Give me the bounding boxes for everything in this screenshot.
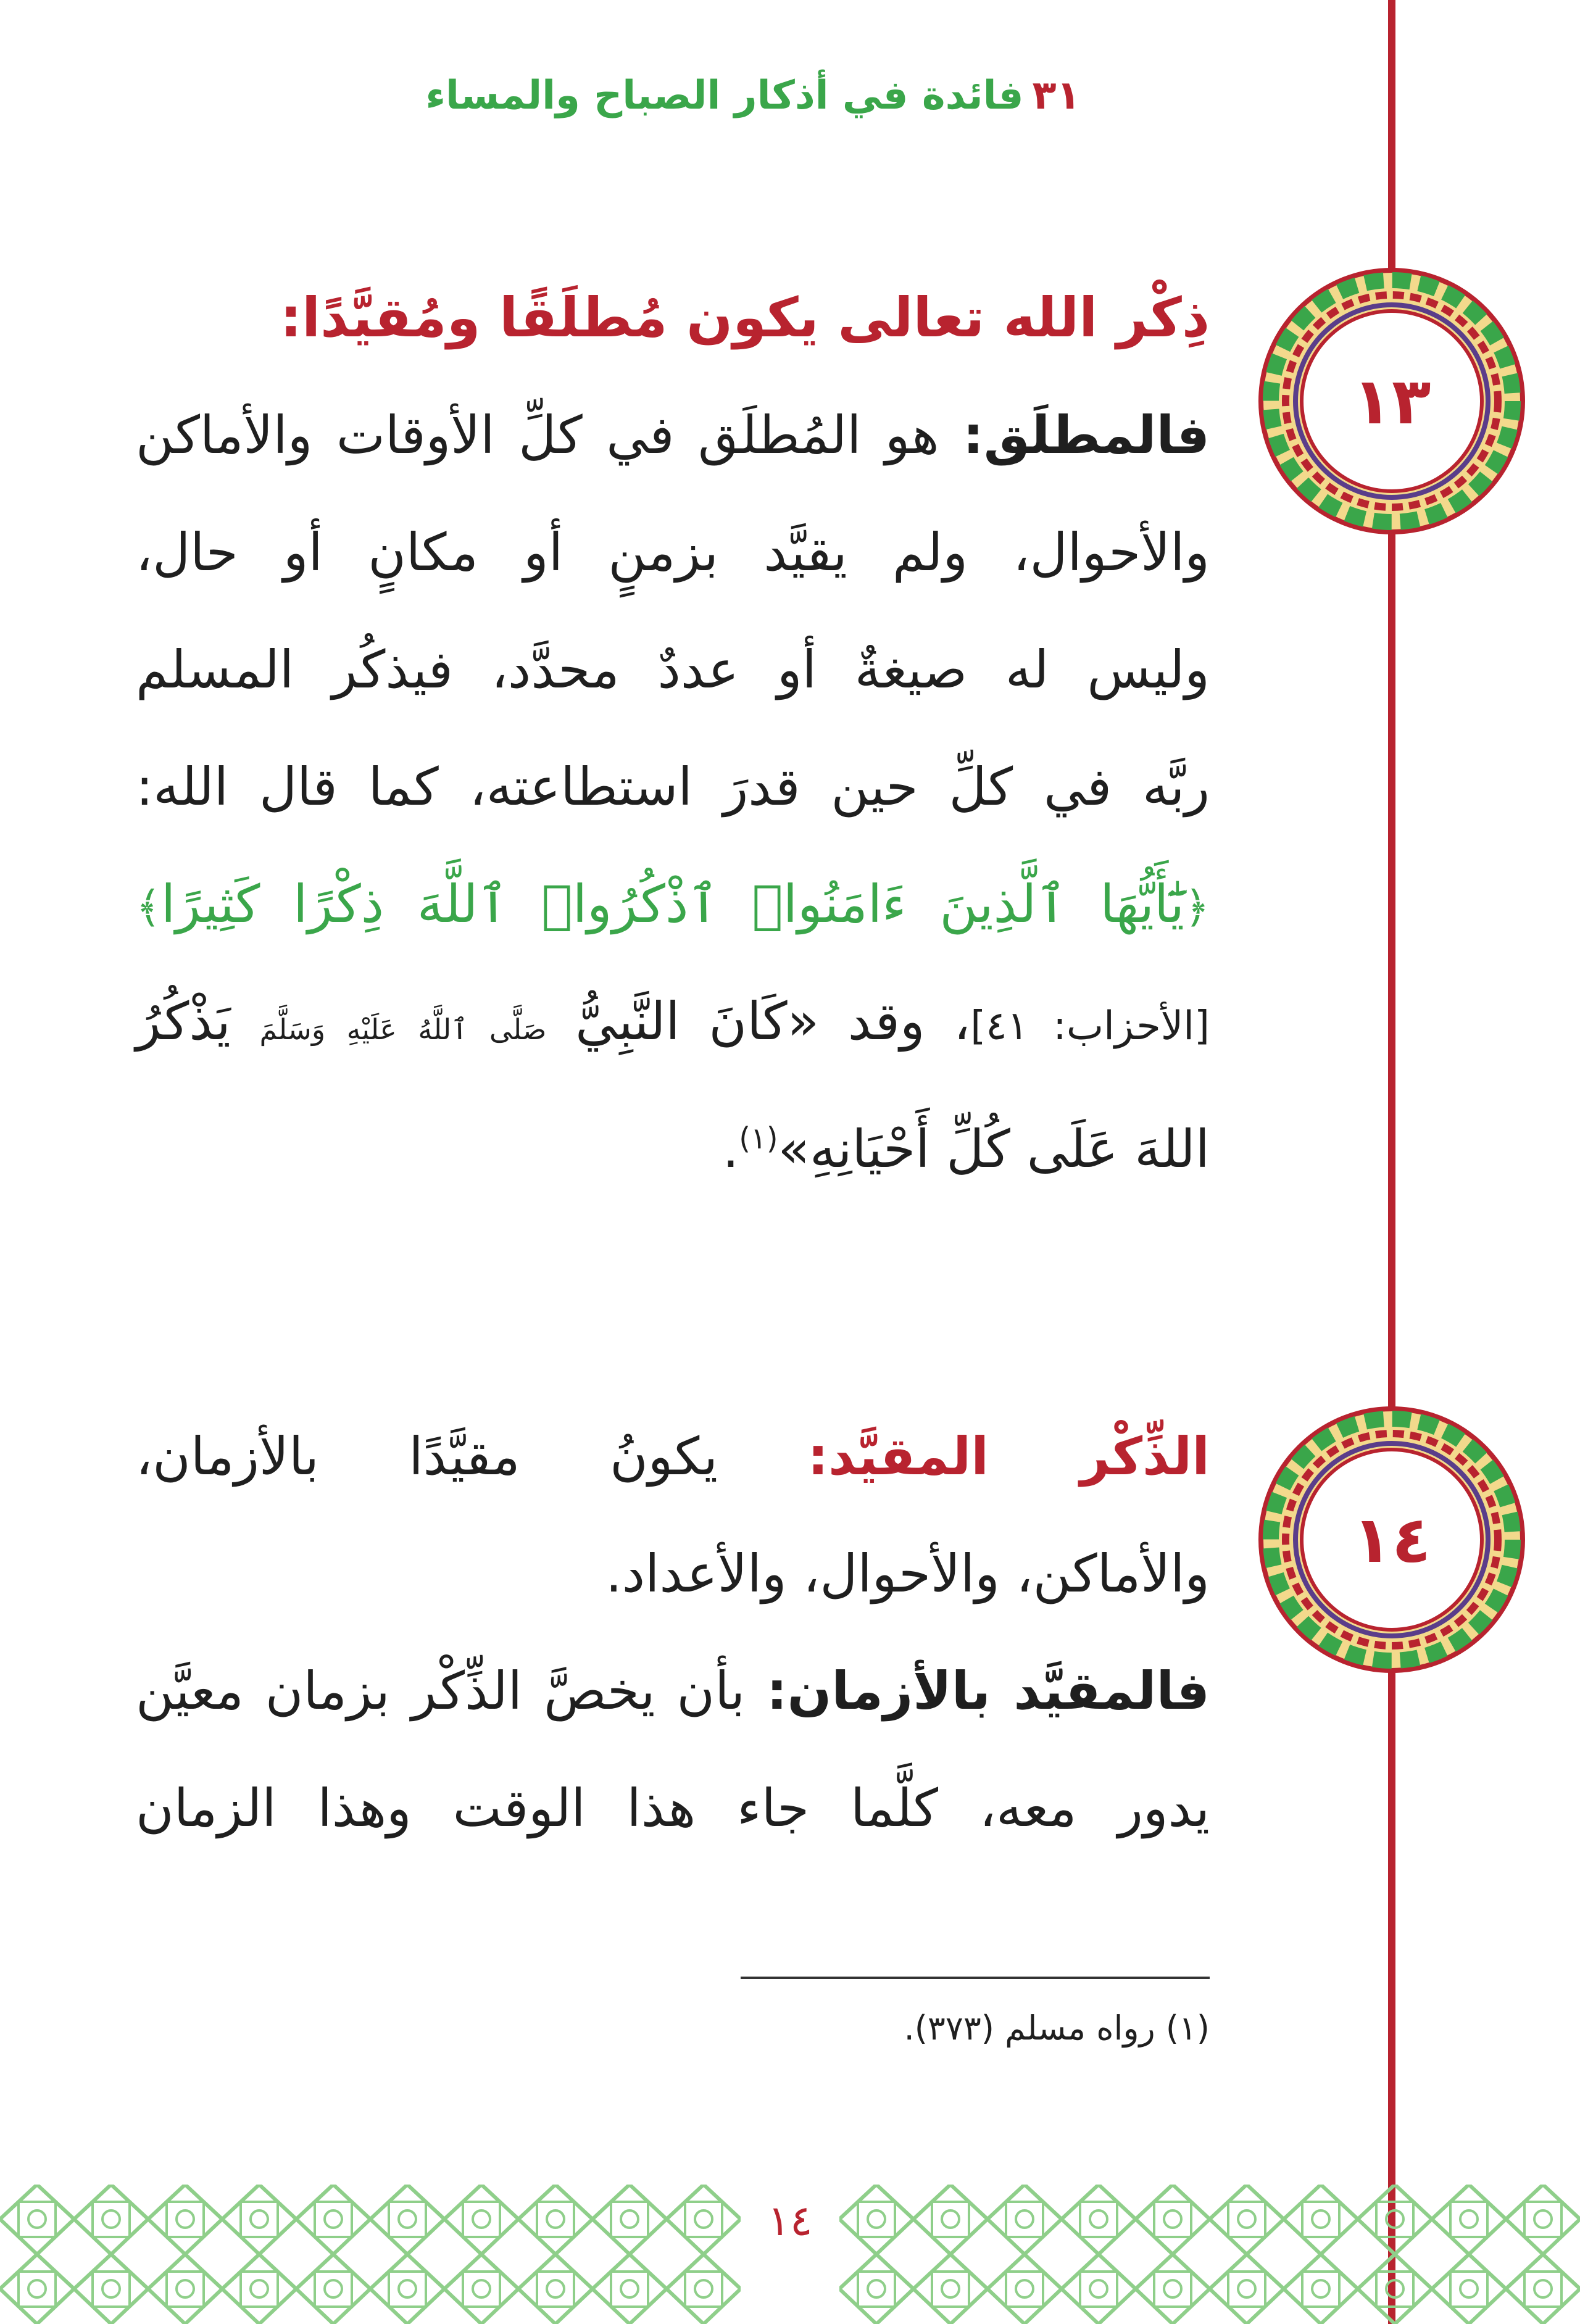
paragraph-line: فالمطلَق: هو المُطلَق في كلِّ الأوقات والأماكن bbox=[136, 405, 1210, 465]
verse-reference: [الأحزاب: ٤١] bbox=[970, 1003, 1210, 1049]
section-heading: ذِكْر الله تعالى يكون مُطلَقًا ومُقيَّدًا: bbox=[280, 286, 1210, 349]
item-medallion-13 bbox=[1250, 259, 1534, 543]
paragraph-line: يدور معه، كلَّما جاء هذا الوقت وهذا الزمان bbox=[136, 1778, 1210, 1838]
quran-bracket-close: ﴾ bbox=[136, 882, 162, 932]
running-header-title: فائدة في أذكار الصباح والمساء bbox=[425, 73, 1024, 118]
term-label: فالمطلَق: bbox=[963, 405, 1210, 465]
medallion-number: ١٤ bbox=[1352, 1502, 1431, 1577]
paragraph-line: وليس له صيغةٌ أو عددٌ محدَّد، فيذكُر المسلم bbox=[136, 639, 1210, 700]
term-label: الذِّكْر المقيَّد: bbox=[807, 1426, 1210, 1487]
paragraph-line: اللهَ عَلَى كُلِّ أَحْيَانِهِ»$^{(١)}$. bbox=[722, 1119, 1210, 1179]
footnote-text: رواه مسلم (٣٧٣). bbox=[904, 2009, 1166, 2048]
paragraph-line: الذِّكْر المقيَّد: يكونُ مقيَّدًا بالأزمان، bbox=[136, 1426, 1210, 1487]
quran-verse bbox=[136, 845, 1210, 963]
term-label: فالمقيَّد بالأزمان: bbox=[767, 1661, 1210, 1721]
footnote-rule bbox=[741, 1977, 1210, 1979]
item-medallion-14 bbox=[1250, 1398, 1534, 1682]
bottom-ornament-band-left bbox=[0, 2185, 741, 2324]
paragraph-line: [الأحزاب: ٤١]، وقد «كَانَ النَّبِيُّ صَلَّى ٱللَّهُ عَلَيْهِ وَسَلَّمَ يَذْكُرُ bbox=[136, 991, 1210, 1052]
page-number: ١٤ bbox=[767, 2197, 813, 2246]
footnote-number: (١) bbox=[1165, 2009, 1210, 2048]
section-13 bbox=[136, 259, 1210, 1197]
running-header-number: ٣١ bbox=[1032, 73, 1081, 118]
salutation-glyph: صَلَّى ٱللَّهُ عَلَيْهِ وَسَلَّمَ bbox=[259, 1013, 547, 1046]
bottom-ornament-band-right bbox=[839, 2185, 1580, 2324]
footnote bbox=[407, 2009, 1210, 2048]
quran-bracket-open: ﴿ bbox=[1184, 882, 1210, 932]
paragraph-line: فالمقيَّد بالأزمان: بأن يخصَّ الذِّكْر بزمان معيَّن bbox=[136, 1661, 1210, 1721]
section-14 bbox=[136, 1398, 1210, 1867]
paragraph-line: والأماكن، والأحوال، والأعداد. bbox=[605, 1543, 1210, 1604]
medallion-number: ١٣ bbox=[1352, 363, 1431, 439]
quran-text: يَٰٓأَيُّهَا ٱلَّذِينَ ءَامَنُوا۟ ٱذْكُرُوا۟ ٱللَّهَ ذِكْرًا كَثِيرًا bbox=[161, 874, 1184, 934]
footnote-marker: (١) bbox=[739, 1121, 778, 1156]
paragraph-line: ربَّه في كلِّ حين قدرَ استطاعته، كما قال الله: bbox=[136, 757, 1210, 817]
paragraph-line: والأحوال، ولم يقيَّد بزمنٍ أو مكانٍ أو حال، bbox=[136, 522, 1210, 583]
running-header bbox=[370, 73, 1136, 118]
